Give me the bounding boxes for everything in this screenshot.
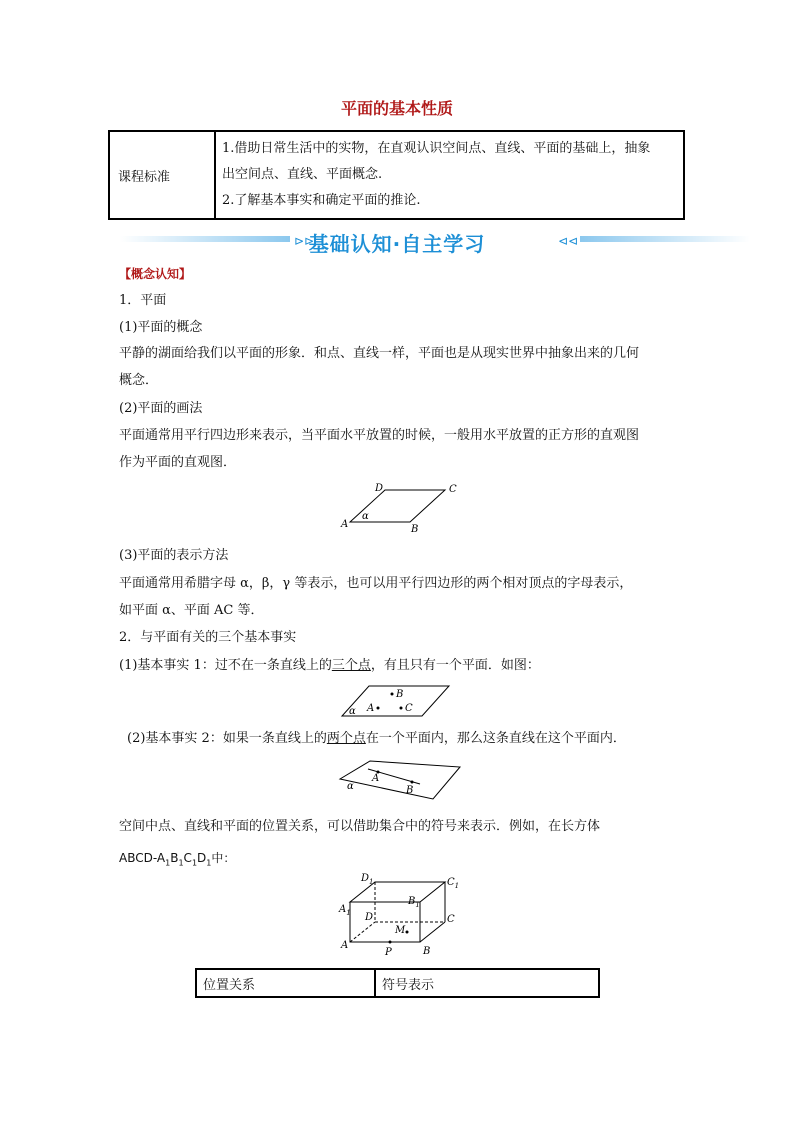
label-a-1: A (367, 703, 375, 714)
position-relation-text-1: 空间中点、直线和平面的位置关系，可以借助集合中的符号来表示．例如，在长方体 (119, 819, 601, 834)
label-b1: $B_1$ (408, 896, 420, 909)
heading-plane: 1．平面 (119, 293, 167, 308)
label-alpha-2: α (347, 781, 354, 792)
label-b-2: B (406, 785, 414, 796)
label-alpha: α (362, 511, 369, 522)
label-c: C (449, 484, 457, 495)
label-a: A (341, 519, 349, 530)
standard-content (215, 131, 684, 219)
label-m: M (395, 925, 406, 936)
standard-line-2: 出空间点、直线、平面概念. (222, 167, 383, 182)
standard-label: 课程标准 (109, 131, 215, 219)
position-relation-table (195, 968, 600, 998)
standard-line-3: 2.了解基本事实和确定平面的推论. (222, 193, 421, 208)
parallelogram-figure (335, 480, 465, 540)
svg-text:⊲⊲: ⊲⊲ (558, 234, 579, 248)
cuboid-figure (335, 870, 465, 962)
plane-line-figure (338, 759, 463, 801)
section-tag: 【概念认知】 (119, 267, 192, 281)
label-d-3: D (365, 912, 374, 923)
drawing-text-1: 平面通常用平行四边形来表示，当平面水平放置的时候，一般用水平放置的正方形的直观图 (119, 428, 640, 443)
standard-line-1: 1.借助日常生活中的实物，在直观认识空间点、直线、平面的基础上，抽象 (222, 141, 651, 156)
label-c1: $C_1$ (447, 877, 460, 890)
label-alpha-1: α (349, 706, 356, 717)
notation-text-2: 如平面 α、平面 AC 等． (119, 603, 264, 618)
label-b-1: B (396, 689, 404, 700)
curriculum-standard-table (108, 130, 685, 220)
label-b: B (411, 524, 419, 535)
label-a-3: A (341, 940, 349, 951)
drawing-text-2: 作为平面的直观图． (119, 455, 237, 470)
notation-text-1: 平面通常用希腊字母 α，β，γ 等表示，也可以用平行四边形的两个相对顶点的字母表示， (119, 576, 633, 591)
label-c-1: C (405, 703, 413, 714)
label-a1: $A_1$ (339, 904, 351, 917)
sub-heading-drawing: (2)平面的画法 (119, 401, 203, 416)
label-d: D (375, 483, 384, 494)
plane-three-points-figure (337, 684, 452, 720)
sub-heading-notation: (3)平面的表示方法 (119, 548, 229, 563)
section-banner-title: 基础认知·自主学习 (308, 232, 486, 256)
label-d1: $D_1$ (361, 873, 374, 886)
label-a-2: A (372, 773, 380, 784)
heading-basic-facts: 2．与平面有关的三个基本事实 (119, 630, 297, 645)
table-header-relation: 位置关系 (196, 969, 375, 997)
label-c-3: C (447, 914, 455, 925)
concept-text-2: 概念． (119, 373, 159, 388)
svg-text:⊳⊳: ⊳⊳ (294, 234, 315, 248)
table-header-symbol: 符号表示 (375, 969, 599, 997)
basic-fact-1: (1)基本事实 1：过不在一条直线上的三个点，有且只有一个平面．如图： (119, 658, 540, 673)
cuboid-name: ABCD-$A_1B_1C_1D_1$中： (119, 851, 236, 868)
sub-heading-concept: (1)平面的概念 (119, 320, 203, 335)
page-title: 平面的基本性质 (340, 99, 453, 118)
label-p: P (385, 947, 392, 958)
label-b-3: B (423, 946, 431, 957)
concept-text-1: 平静的湖面给我们以平面的形象．和点、直线一样，平面也是从现实世界中抽象出来的几何 (119, 346, 640, 361)
basic-fact-2: (2)基本事实 2：如果一条直线上的两个点在一个平面内，那么这条直线在这个平面内． (127, 731, 626, 746)
